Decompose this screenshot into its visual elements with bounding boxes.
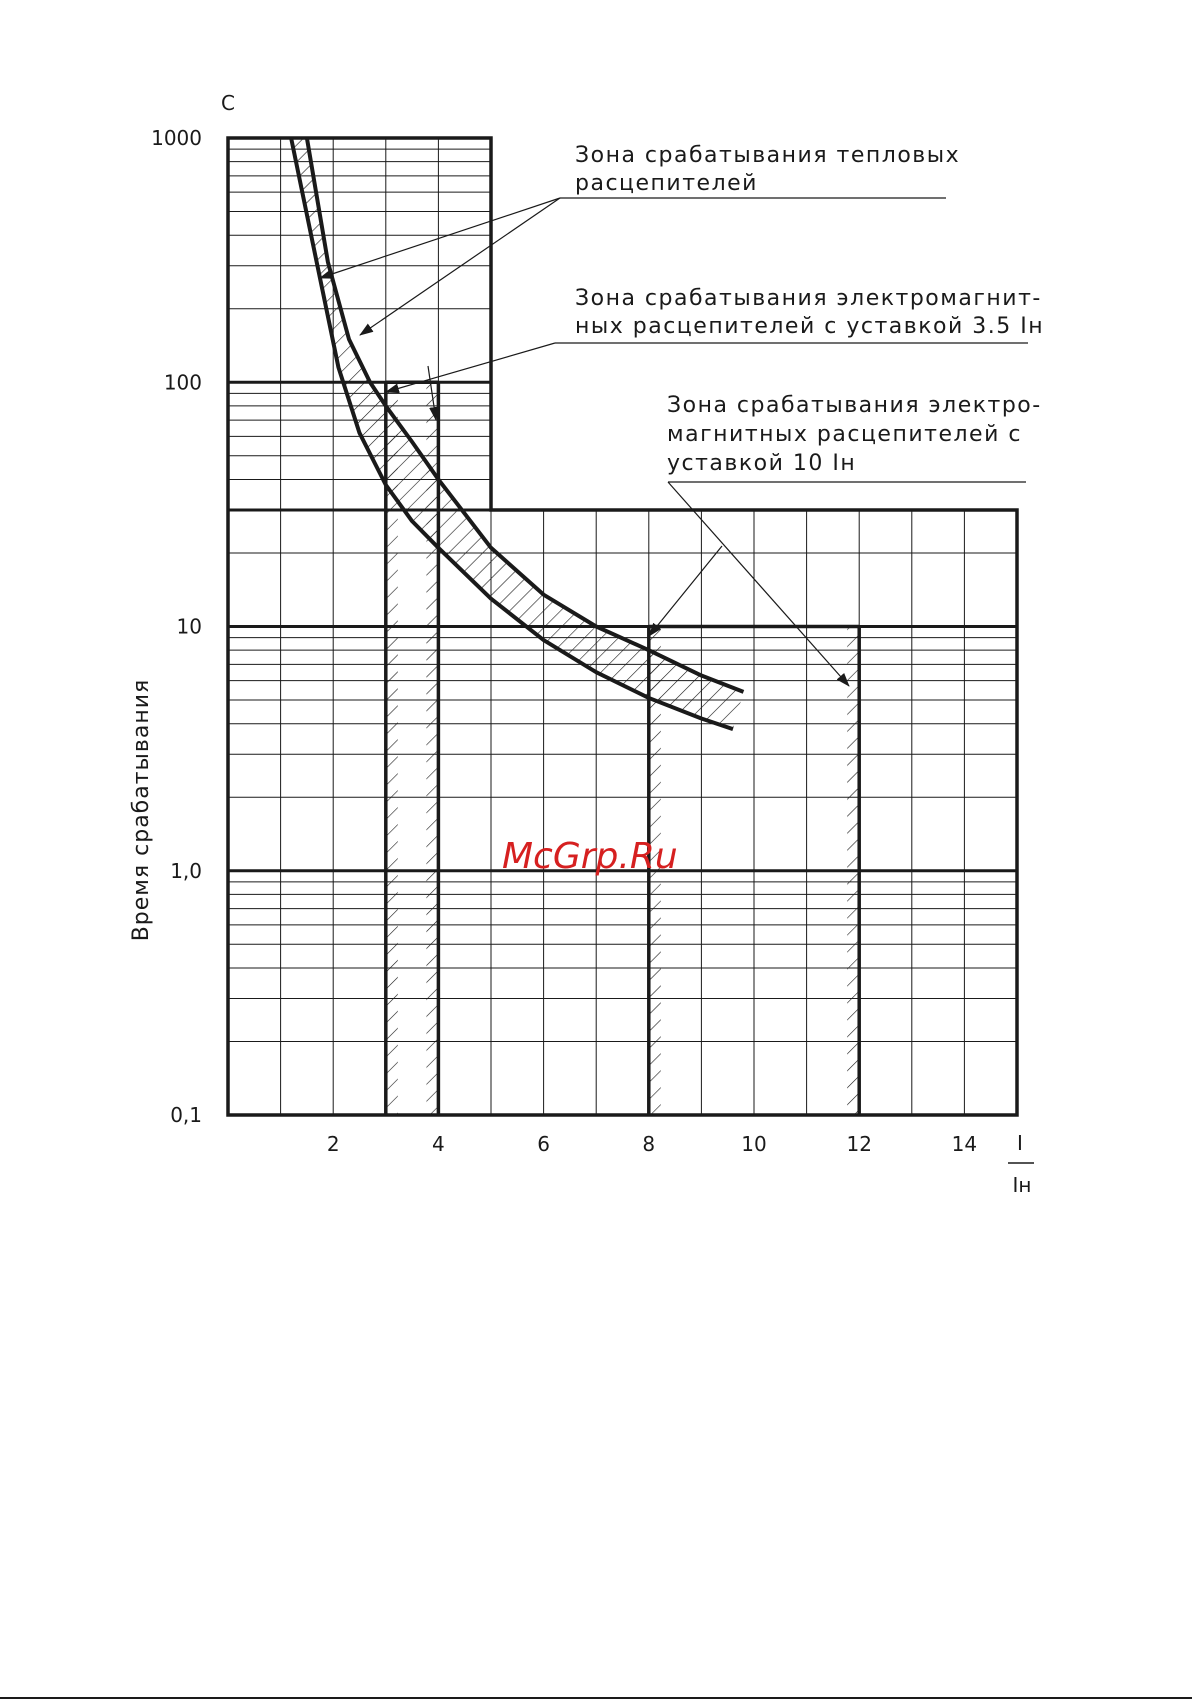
annotation-em10: [649, 393, 1042, 686]
annotation-em10-arrow-1: [668, 482, 849, 686]
annotation-em10-line-3: уставкой 10 Iн: [667, 451, 857, 476]
y-tick-label: 1000: [151, 126, 202, 150]
y-tick-label: 1,0: [170, 858, 202, 883]
x-tick-label: 2: [326, 1132, 340, 1156]
watermark: McGrp.Ru: [502, 836, 678, 877]
annotation-thermal-arrow-2: [360, 198, 560, 335]
y-axis-label: Время срабатывания: [129, 678, 154, 942]
trip-zones: [386, 382, 859, 1115]
x-tick-label: 14: [951, 1132, 978, 1156]
annotation-em35-line-2: ных расцепителей с уставкой 3.5 Iн: [575, 314, 1045, 339]
y-tick-label: 10: [176, 614, 202, 639]
zone-hatch-right: [847, 627, 859, 1116]
annotation-thermal-line-1: Зона срабатывания тепловых: [575, 143, 961, 168]
y-tick-label: 0,1: [170, 1103, 202, 1127]
x-tick-label: 12: [846, 1132, 872, 1156]
annotation-em10-line-2: магнитных расцепителей с: [667, 422, 1022, 447]
y-axis-unit: С: [221, 91, 235, 115]
x-tick-label: 8: [642, 1132, 656, 1156]
annotation-em35-arrow-1: [386, 343, 555, 392]
annotation-em35-line-1: Зона срабатывания электромагнит-: [575, 286, 1042, 311]
x-axis-label-denominator: Iн: [1012, 1173, 1032, 1197]
x-tick-label: 4: [432, 1132, 445, 1156]
x-tick-label: 10: [741, 1132, 767, 1156]
chart-grid: [228, 138, 1017, 1115]
annotation-thermal-line-2: расцепителей: [575, 171, 758, 196]
annotation-em10-line-1: Зона срабатывания электро-: [667, 393, 1042, 418]
annotation-em10-arrow-2: [649, 546, 722, 636]
y-tick-label: 100: [163, 370, 202, 395]
x-axis-label-numerator: I: [1017, 1131, 1023, 1155]
x-tick-label: 6: [537, 1132, 550, 1156]
